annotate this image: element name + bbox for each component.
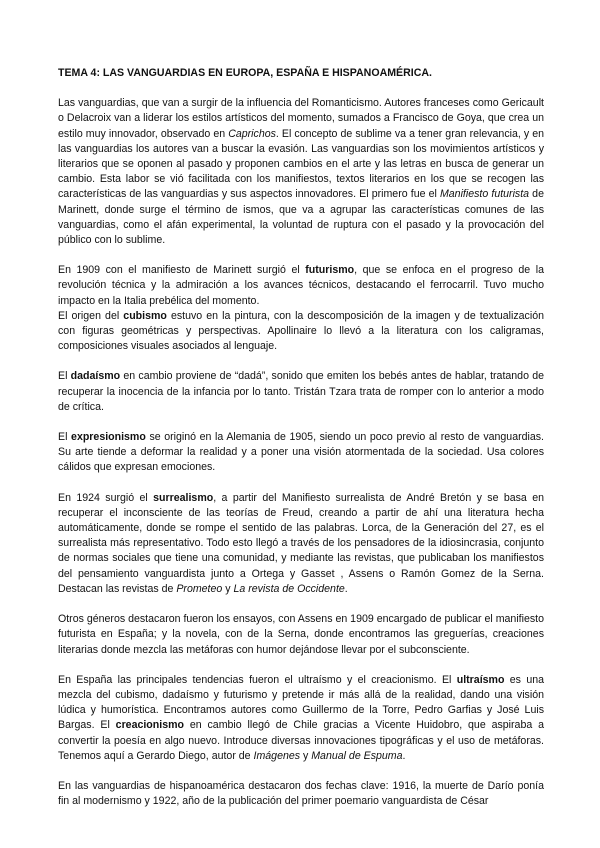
paragraph-futurismo: En 1909 con el manifiesto de Marinett surgió el futurismo, que se enfoca en el progreso de la revolución técnica y la admiración a los avances técnicos, destacando el ferrocarril. Tuvo mucho impacto en la Italia prebélica del momento.	[58, 264, 544, 307]
page-title: TEMA 4: LAS VANGUARDIAS EN EUROPA, ESPAÑA E HISPANOAMÉRICA.	[58, 67, 432, 79]
term-futurismo: futurismo	[305, 264, 355, 277]
term-creacionismo: creacionismo	[115, 719, 184, 732]
journal-title: Prometeo	[176, 582, 223, 595]
term-dadaismo: dadaísmo	[70, 370, 121, 383]
work-title: Manual de Espuma	[311, 749, 403, 762]
term-expresionismo: expresionismo	[71, 431, 146, 444]
paragraph-otros-generos: Otros géneros destacaron fueron los ensayos, con Assens en 1909 encargado de publicar el manifiesto futurista en España; y la novela, con de la Serna, donde encontramos las greguerías, creaciones literarias donde mezcla las metáforas con humor dejándose llevar por el subconsciente.	[58, 613, 544, 656]
paragraph-cubismo: El origen del cubismo estuvo en la pintura, con la descomposición de la imagen y de textualización con figuras geométricas y perspectivas. Apollinaire lo llevó a la literatura con los caligramas, composiciones visuales asociados al lenguaje.	[58, 309, 544, 353]
work-title: Imágenes	[253, 749, 301, 762]
term-cubismo: cubismo	[123, 309, 167, 322]
journal-title: La revista de Occidente	[233, 582, 345, 595]
document-page	[58, 66, 544, 809]
term-surrealismo: surrealismo	[153, 491, 214, 504]
work-title: Manifiesto futurista	[439, 188, 530, 201]
paragraph-espana: En España las principales tendencias fueron el ultraísmo y el creacionismo. El ultraísmo es una mezcla del cubismo, dadaísmo y futurismo y pretende ir más allá de la realidad, dando una visión lúdica y humorística. Encontramos autores como Guillermo de la Torre, Pedro Garfias y José Luis Bargas. El creacionismo en cambio llegó de Chile gracias a Vicente Huidobro, que aspiraba a convertir la poesía en algo nuevo. Introduce diversas innovaciones tipográficas y el uso de metáforas. Tenemos aquí a Gerardo Diego, autor de Imágenes y Manual de Espuma.	[58, 673, 544, 762]
paragraph-dadaismo: El dadaísmo en cambio proviene de “dadá”, sonido que emiten los bebés antes de hablar, tratando de recuperar la inocencia de la infancia por lo tanto. Tristán Tzara trata de romper con lo anterior a modo de crítica.	[58, 370, 544, 413]
paragraph-intro: Las vanguardias, que van a surgir de la influencia del Romanticismo. Autores franceses como Gericault o Delacroix van a liderar los estilos artísticos del momento, sumados a Francisco de Goya, que crea un estilo muy innovador, observado en Caprichos. El concepto de sublime va a tener gran relevancia, y en las vanguardias los autores van a buscar la evasión. Las vanguardias son los movimientos artísticos y literarios que se oponen al pasado y proponen cambios en el arte y las letras en busca de generar un cambio. Esta labor se vió facilitada con los manifiestos, textos literarios en los que se recogen las características de las vanguardias y sus aspectos innovadores. El primero fue el Manifiesto futurista de Marinett, donde surge el término de ismos, que va a agrupar las características comunes de las vanguardias, como el afán experimental, la voluntad de ruptura con el pasado y la provocación del público con lo sublime.	[58, 97, 545, 247]
paragraph-hispanoamerica: En las vanguardias de hispanoamérica destacaron dos fechas clave: 1916, la muerte de Darío ponía fin al modernismo y 1922, año de la publicación del primer poemario vanguardista de César	[58, 779, 544, 808]
work-title: Caprichos	[228, 127, 276, 140]
paragraph-surrealismo: En 1924 surgió el surrealismo, a partir del Manifiesto surrealista de André Bretón y se basa en recuperar el inconsciente de las teorías de Freud, creando a partir de ahí una literatura hecha automáticamente, donde se rompe el sentido de las palabras. Lorca, de la Generación del 27, es el surrealista más representativo. Todo esto llegó a través de los pensadores de la idiosincrasia, conjunto de normas sociales que tiene una comunidad, y mediante las revistas, que publicaban los manifiestos del pensamiento vanguardista junto a Ortega y Gasset , Assens o Ramón Gomez de la Serna. Destacan las revistas de Prometeo y La revista de Occidente.	[58, 491, 544, 595]
term-ultraismo: ultraísmo	[456, 673, 505, 686]
paragraph-expresionismo: El expresionismo se originó en la Alemania de 1905, siendo un poco previo al resto de vanguardias. Su arte tiende a deformar la realidad y a poner una visión atormentada de la sociedad. Usa colores cálidos que expresan emociones.	[58, 431, 544, 474]
